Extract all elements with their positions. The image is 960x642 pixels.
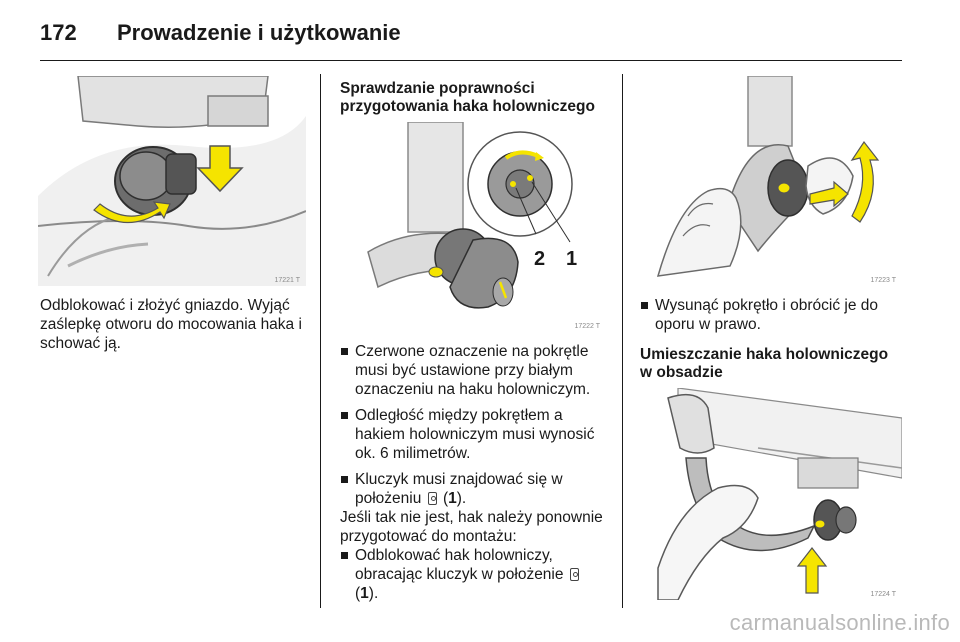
figure-code: 17222 T [574,323,600,330]
reference-number: 1 [448,490,457,507]
figure-code: 17223 T [870,277,896,284]
reference-number: 1 [360,585,369,602]
check-bullet-list [340,342,608,515]
figure-pull-knob-illustration [638,76,902,286]
condition-paragraph: Jeśli tak nie jest, hak należy ponownie przygotować do montażu: [340,509,603,545]
section-heading [340,80,610,116]
list-item [340,470,608,508]
list-item: Czerwone oznaczenie na pokrętle musi być ustawione przy białym oznaczeniu na haku holowniczym. [340,342,608,399]
figure-label-2: 2 [534,248,546,270]
unlock-bullet-list [340,546,608,610]
page-title: Prowadzenie i użytkowanie [117,20,401,45]
section-heading-line-1: Sprawdzanie poprawności [340,80,535,97]
column-divider-2 [622,74,623,608]
bullet-text-open: ( [355,585,361,602]
bullet-text: Odblokować hak holowniczy, obracając kluczyk w położenie [355,547,564,583]
key-position-icon [428,492,437,505]
figure-hook-check-illustration [338,122,606,332]
list-item: Odległość między pokrętłem a hakiem holowniczym musi wynosić ok. 6 milimetrów. [340,406,608,463]
pull-bullet-list [640,296,902,341]
bullet-text: Kluczyk musi znajdować się w położeniu [355,471,563,507]
figure-code: 17221 T [274,277,300,284]
header-rule [40,60,902,61]
list-item [340,546,608,603]
watermark: carmanualsonline.info [729,610,950,635]
figure-socket-illustration [38,76,306,286]
figure-label-1: 1 [566,248,578,270]
column-divider-1 [320,74,321,608]
figure-insert-hook-illustration [638,388,902,600]
section-heading-line-2: przygotowania haka holowniczego [340,98,595,115]
section-heading-line-2: w obsadzie [640,364,723,381]
instruction-paragraph: Odblokować i złożyć gniazdo. Wyjąć zaślepkę otworu do mocowania haka i schować ją. [40,297,302,352]
section-heading-line-1: Umieszczanie haka holowniczego [640,346,889,363]
bullet-text-close: ). [456,490,467,507]
page-number: 172 [40,20,77,45]
figure-code: 17224 T [870,591,896,598]
bullet-text-close: ). [368,585,379,602]
bullet-text-open: ( [438,490,449,507]
section-heading [640,346,902,382]
list-item: Wysunąć pokrętło i obrócić je do oporu w prawo. [640,296,902,334]
key-position-icon [570,568,579,581]
